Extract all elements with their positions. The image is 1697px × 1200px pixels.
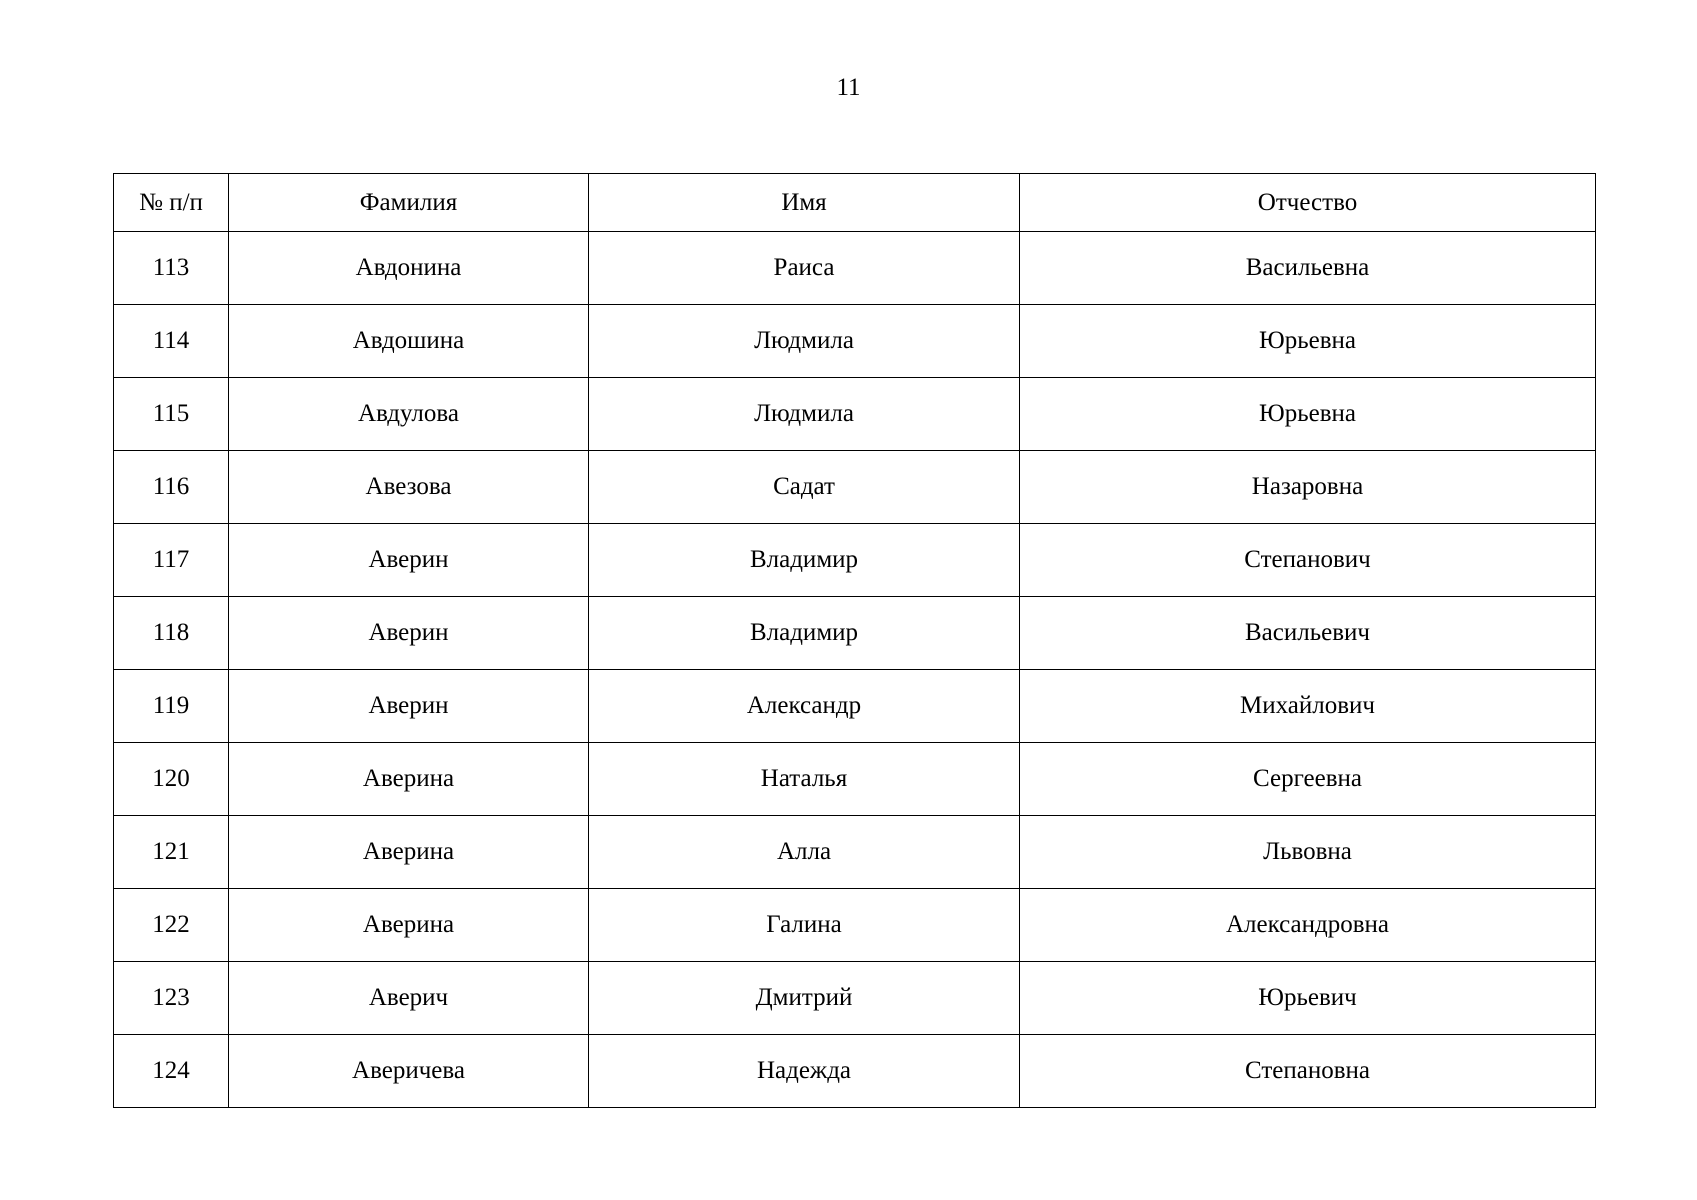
cell-number: 115 [114, 378, 229, 451]
cell-number: 117 [114, 524, 229, 597]
cell-number: 114 [114, 305, 229, 378]
cell-patronymic: Назаровна [1020, 451, 1596, 524]
cell-first-name: Владимир [589, 524, 1020, 597]
cell-last-name: Аверич [229, 962, 589, 1035]
persons-table [113, 173, 1596, 1108]
cell-number: 116 [114, 451, 229, 524]
cell-number: 113 [114, 232, 229, 305]
cell-patronymic: Сергеевна [1020, 743, 1596, 816]
table-row [114, 524, 1596, 597]
cell-first-name: Галина [589, 889, 1020, 962]
cell-patronymic: Степановна [1020, 1035, 1596, 1108]
cell-last-name: Аверин [229, 670, 589, 743]
cell-last-name: Аверина [229, 743, 589, 816]
cell-first-name: Наталья [589, 743, 1020, 816]
cell-first-name: Людмила [589, 305, 1020, 378]
cell-patronymic: Львовна [1020, 816, 1596, 889]
cell-last-name: Аверин [229, 524, 589, 597]
cell-patronymic: Юрьевич [1020, 962, 1596, 1035]
table-row [114, 670, 1596, 743]
cell-patronymic: Васильевич [1020, 597, 1596, 670]
cell-last-name: Авдулова [229, 378, 589, 451]
cell-number: 120 [114, 743, 229, 816]
cell-first-name: Людмила [589, 378, 1020, 451]
table-row [114, 378, 1596, 451]
table-row [114, 816, 1596, 889]
table-row [114, 305, 1596, 378]
cell-patronymic: Степанович [1020, 524, 1596, 597]
cell-first-name: Надежда [589, 1035, 1020, 1108]
header-first-name: Имя [589, 174, 1020, 232]
cell-number: 124 [114, 1035, 229, 1108]
table-header-row [114, 174, 1596, 232]
cell-first-name: Садат [589, 451, 1020, 524]
table-row [114, 889, 1596, 962]
cell-number: 122 [114, 889, 229, 962]
cell-first-name: Александр [589, 670, 1020, 743]
table-row [114, 597, 1596, 670]
table-row [114, 451, 1596, 524]
table-row [114, 1035, 1596, 1108]
cell-number: 123 [114, 962, 229, 1035]
table-row [114, 962, 1596, 1035]
cell-first-name: Дмитрий [589, 962, 1020, 1035]
cell-last-name: Авдошина [229, 305, 589, 378]
header-patronymic: Отчество [1020, 174, 1596, 232]
cell-last-name: Авезова [229, 451, 589, 524]
table-row [114, 232, 1596, 305]
cell-patronymic: Юрьевна [1020, 378, 1596, 451]
cell-number: 119 [114, 670, 229, 743]
cell-last-name: Аверин [229, 597, 589, 670]
cell-patronymic: Александровна [1020, 889, 1596, 962]
cell-last-name: Авдонина [229, 232, 589, 305]
cell-first-name: Раиса [589, 232, 1020, 305]
cell-first-name: Алла [589, 816, 1020, 889]
cell-number: 118 [114, 597, 229, 670]
cell-number: 121 [114, 816, 229, 889]
table-row [114, 743, 1596, 816]
cell-last-name: Аверичева [229, 1035, 589, 1108]
cell-patronymic: Михайлович [1020, 670, 1596, 743]
cell-last-name: Аверина [229, 816, 589, 889]
cell-last-name: Аверина [229, 889, 589, 962]
page-number: 11 [836, 74, 861, 101]
cell-patronymic: Юрьевна [1020, 305, 1596, 378]
cell-first-name: Владимир [589, 597, 1020, 670]
cell-patronymic: Васильевна [1020, 232, 1596, 305]
header-last-name: Фамилия [229, 174, 589, 232]
header-number: № п/п [114, 174, 229, 232]
